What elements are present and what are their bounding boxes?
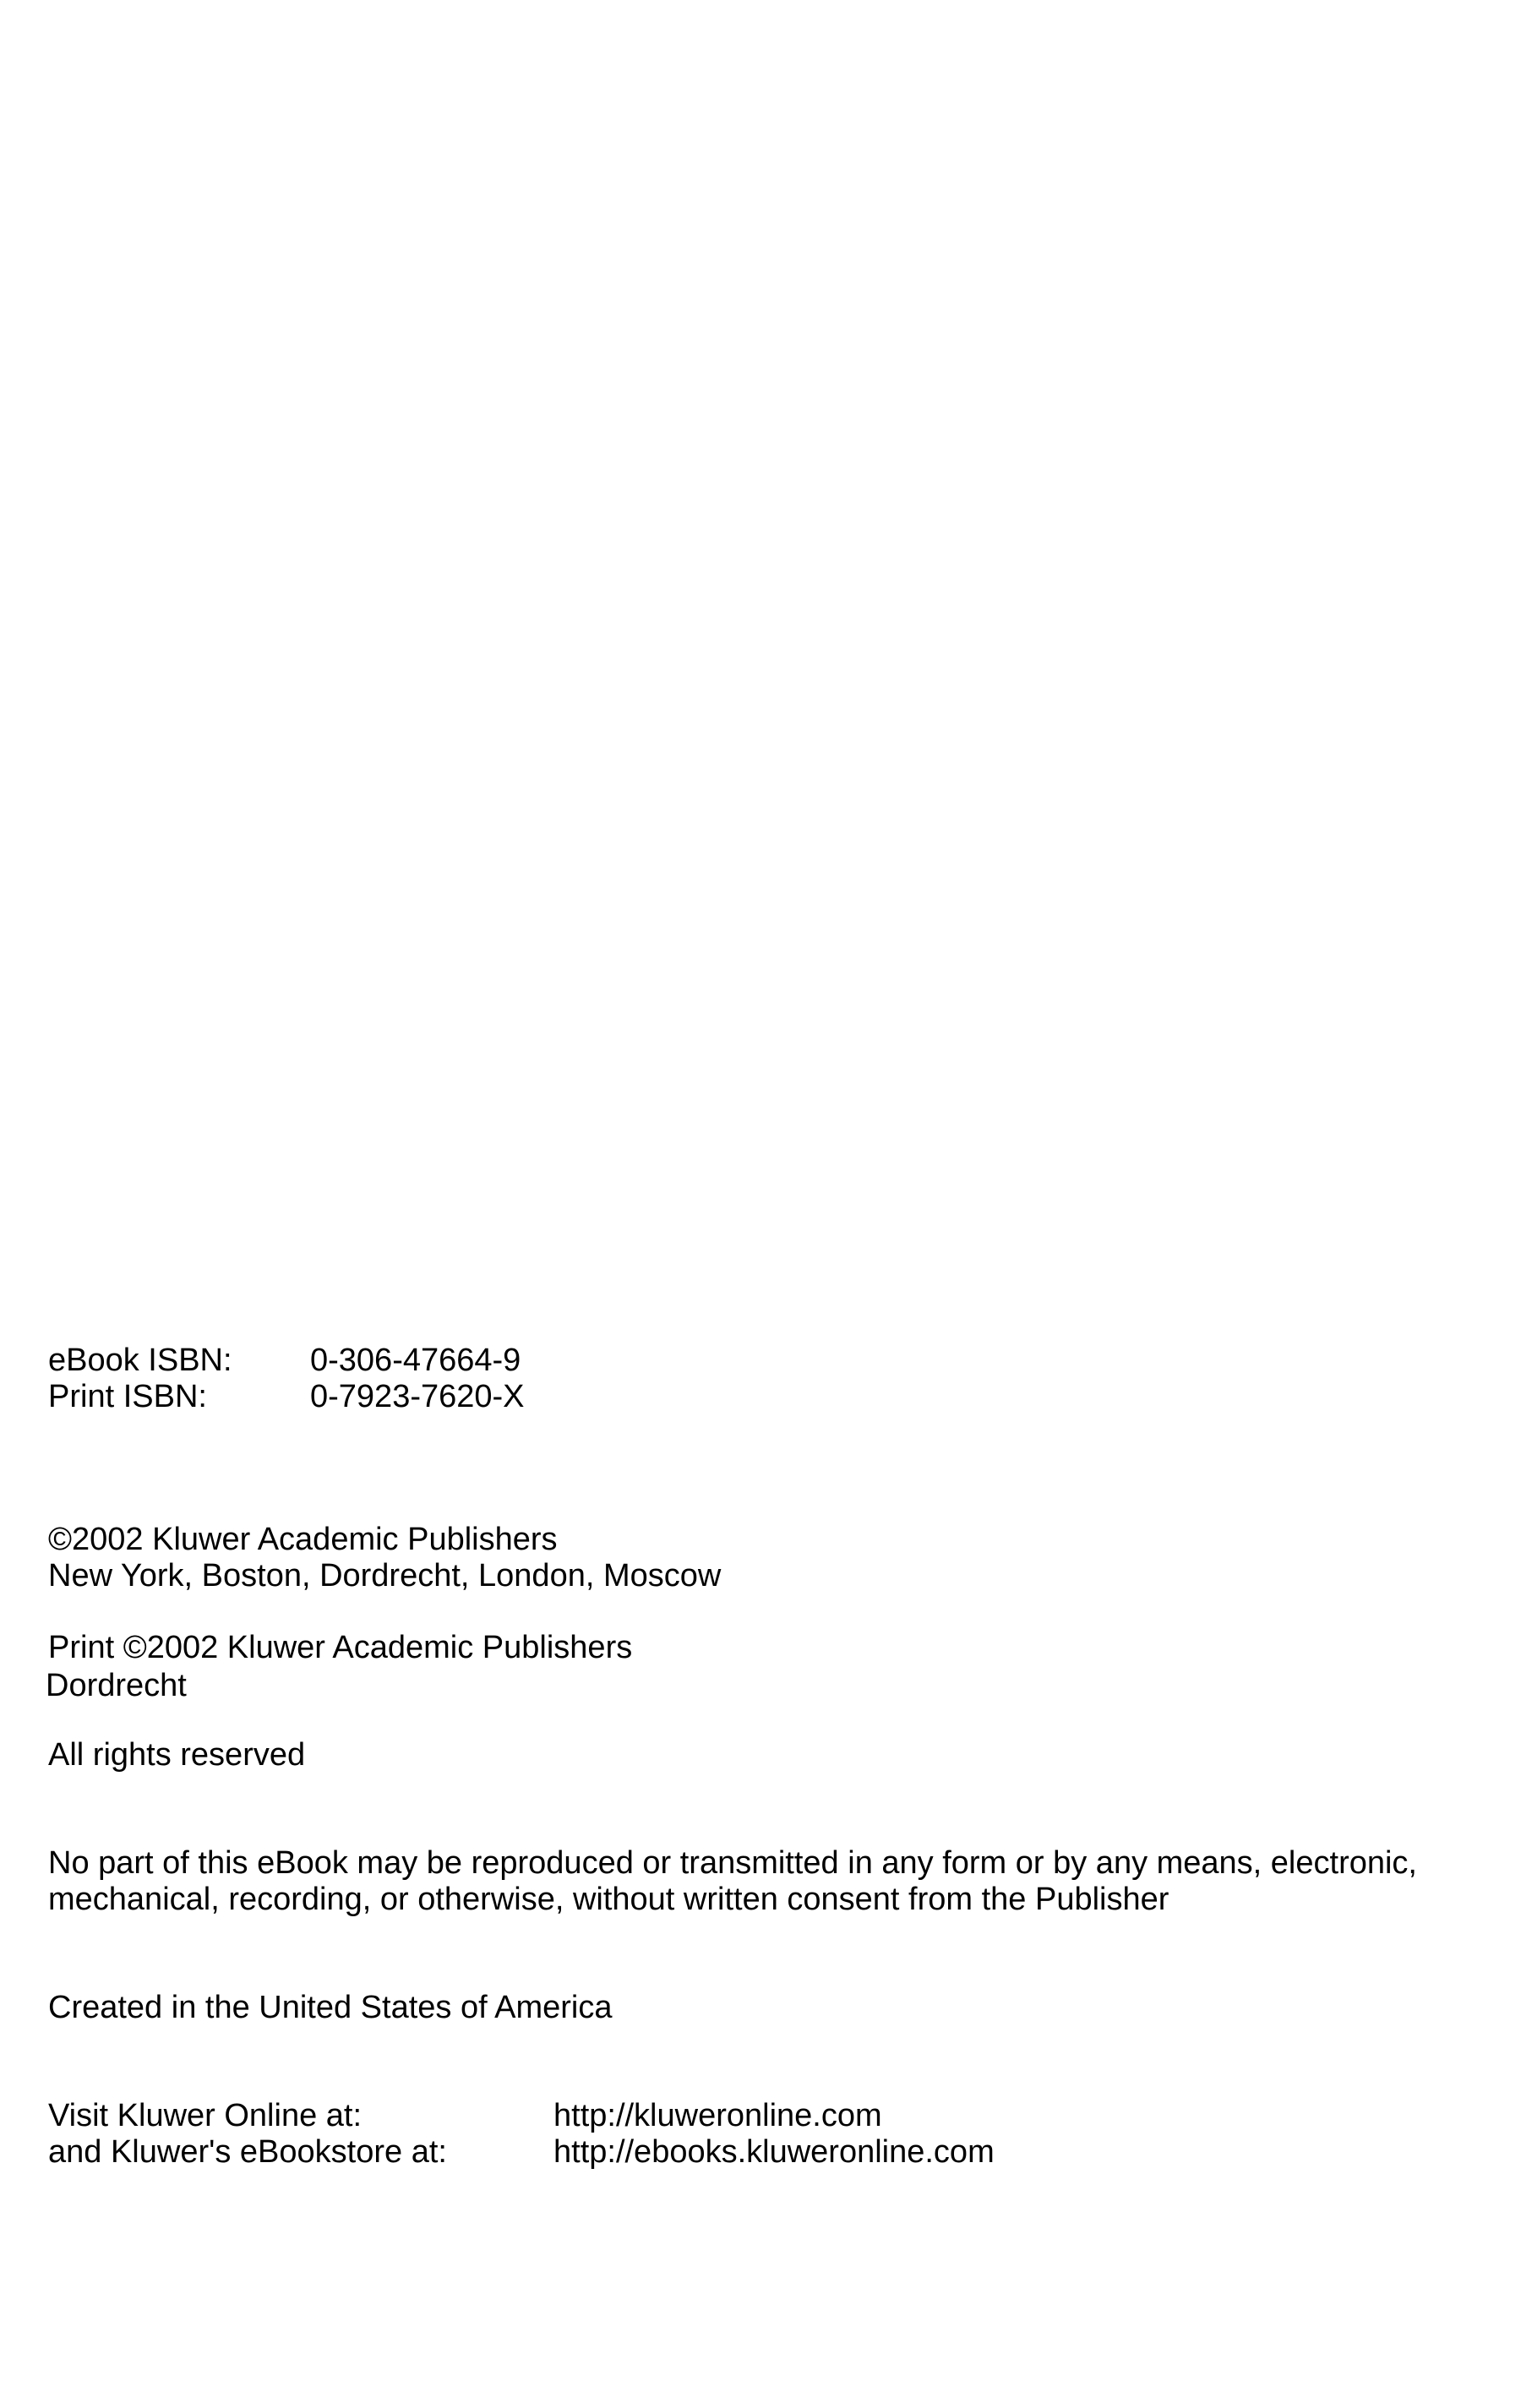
ebook-isbn-value: 0-306-47664-9 bbox=[310, 1343, 521, 1378]
online-label: Visit Kluwer Online at: bbox=[48, 2098, 363, 2133]
print-isbn-label: Print ISBN: bbox=[48, 1379, 207, 1414]
ebook-copyright-cities: New York, Boston, Dordrecht, London, Moscow bbox=[48, 1558, 722, 1594]
ebook-isbn-label: eBook ISBN: bbox=[48, 1343, 232, 1378]
rights-statement: All rights reserved bbox=[48, 1737, 306, 1773]
online-url[interactable]: http://kluweronline.com bbox=[553, 2098, 882, 2133]
notice-line-2: mechanical, recording, or otherwise, without written consent from the Publisher bbox=[48, 1882, 1169, 1917]
notice-line-1: No part of this eBook may be reproduced or transmitted in any form or by any means, electronic, bbox=[48, 1845, 1417, 1881]
created-statement: Created in the United States of America bbox=[48, 1990, 613, 2025]
print-copyright-line: Print ©2002 Kluwer Academic Publishers bbox=[48, 1630, 633, 1665]
store-url[interactable]: http://ebooks.kluweronline.com bbox=[553, 2134, 995, 2170]
store-label: and Kluwer's eBookstore at: bbox=[48, 2134, 447, 2170]
print-isbn-value: 0-7923-7620-X bbox=[310, 1379, 525, 1414]
print-copyright-city: Dordrecht bbox=[46, 1668, 187, 1703]
ebook-copyright-line: ©2002 Kluwer Academic Publishers bbox=[48, 1522, 558, 1557]
